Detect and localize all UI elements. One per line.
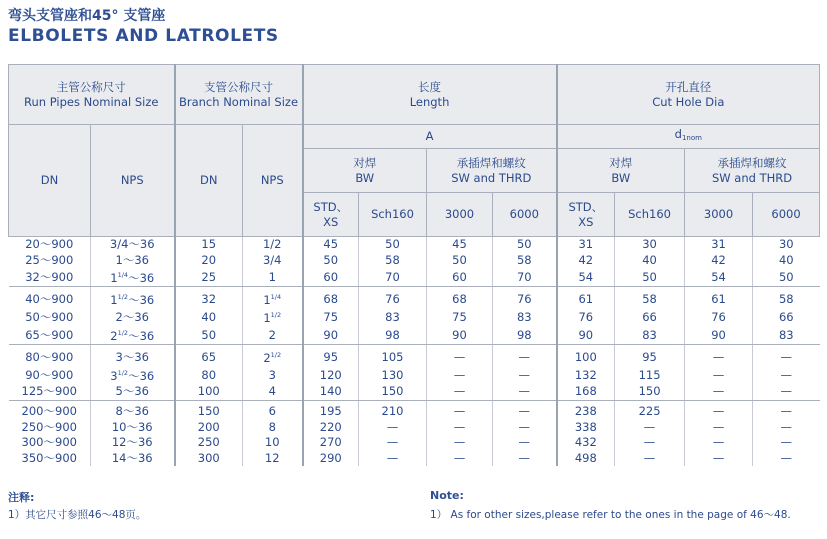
header-bw-hole <box>557 149 685 193</box>
cell-branch-nps <box>243 287 303 309</box>
cell-a-3000: 90 <box>427 326 493 345</box>
cell-run-dn: 250～900 <box>21 419 77 434</box>
cell-d-6000: 50 <box>753 268 820 287</box>
nps-range: ～36 <box>128 271 155 286</box>
page-title-en: ELBOLETS AND LATROLETS <box>8 26 279 46</box>
table-row <box>9 308 820 326</box>
header-bw-length <box>303 149 427 193</box>
bw-en: BW <box>355 170 375 185</box>
cell-d-sch160: 30 <box>615 237 685 253</box>
cell-d-std-xs: 498 <box>557 451 615 467</box>
branch-nps-fraction: 1/2 <box>270 351 282 360</box>
table-row <box>9 400 820 419</box>
std-label: STD、 <box>313 199 349 214</box>
header-a: A <box>303 125 557 149</box>
header-run-pipe <box>9 65 175 125</box>
nps-whole: 1 <box>110 271 118 286</box>
cell-a-sch160: 98 <box>359 326 427 345</box>
cell-a-3000: — <box>427 419 493 435</box>
cell-d-sch160: 66 <box>615 308 685 326</box>
cell-a-std-xs: 290 <box>303 451 359 467</box>
cell-d-std-xs: 90 <box>557 326 615 345</box>
cell-d-6000: 66 <box>753 308 820 326</box>
xs-label: XS <box>323 214 339 229</box>
header-cut-hole <box>557 65 820 125</box>
header-sch160-length: Sch160 <box>359 193 427 237</box>
nps-whole: 2 <box>110 329 118 344</box>
cell-branch-dn: 250 <box>175 435 243 451</box>
cell-run-dn: 350～900 <box>21 450 77 465</box>
cell-a-6000: — <box>493 419 557 435</box>
cell-d-3000: — <box>685 435 753 451</box>
header-nps: NPS <box>91 125 175 237</box>
nps-fraction: 1/2 <box>117 329 129 338</box>
cell-a-3000: 45 <box>427 237 493 253</box>
cell-branch-dn: 200 <box>175 419 243 435</box>
cell-branch-nps: 1/2 <box>243 237 303 253</box>
bw-en: BW <box>611 170 631 185</box>
cell-run-nps: 14～36 <box>91 451 175 467</box>
cell-d-6000: 40 <box>753 253 820 269</box>
cell-branch-nps: 3/4 <box>243 253 303 269</box>
cell-d-sch160: 225 <box>615 400 685 419</box>
xs-label: XS <box>578 214 594 229</box>
cell-d-3000: — <box>685 345 753 367</box>
note-en-title: Note: <box>430 489 464 502</box>
note-en-text: 1） As for other sizes,please refer to the ones in the page of 46～48. <box>430 509 791 521</box>
cell-branch-nps: 10 <box>243 435 303 451</box>
cell-a-std-xs: 270 <box>303 435 359 451</box>
cell-a-3000: — <box>427 384 493 400</box>
nps-whole: 3 <box>110 369 118 384</box>
cell-a-6000: — <box>493 384 557 400</box>
cell-a-3000: — <box>427 400 493 419</box>
cell-run-nps: 1～36 <box>91 253 175 269</box>
cell-a-3000: 50 <box>427 253 493 269</box>
cell-run-nps: 10～36 <box>91 419 175 435</box>
nps-whole: 1 <box>110 293 118 308</box>
cell-a-sch160: 210 <box>359 400 427 419</box>
table-body <box>9 237 820 467</box>
cell-branch-dn: 25 <box>175 268 243 287</box>
header-branch-cn: 支管公称尺寸 <box>204 79 273 94</box>
cell-d-3000: — <box>685 451 753 467</box>
table-row <box>9 345 820 367</box>
cell-d-3000: 76 <box>685 308 753 326</box>
header-length-cn: 长度 <box>418 79 442 94</box>
cell-d-3000: — <box>685 366 753 384</box>
cell-d-3000: 42 <box>685 253 753 269</box>
cell-run-dn: 25～900 <box>25 252 74 267</box>
cell-run-dn: 300～900 <box>21 435 77 450</box>
table-row <box>9 287 820 309</box>
cell-a-6000: — <box>493 451 557 467</box>
cell-d-sch160: 50 <box>615 268 685 287</box>
cell-a-sch160: — <box>359 451 427 467</box>
cell-run-dn: 65～900 <box>9 326 91 345</box>
cell-run-nps <box>91 287 175 309</box>
cell-d-std-xs: 31 <box>557 237 615 253</box>
cell-branch-dn: 40 <box>175 308 243 326</box>
cell-d-std-xs: 338 <box>557 419 615 435</box>
header-sw-length <box>427 149 557 193</box>
header-3000-hole: 3000 <box>685 193 753 237</box>
cell-d-6000: — <box>753 400 820 419</box>
header-d-sub: 1nom <box>681 134 702 142</box>
cell-a-3000: 68 <box>427 287 493 309</box>
cell-a-sch160: 83 <box>359 308 427 326</box>
cell-d-3000: 90 <box>685 326 753 345</box>
header-length-en: Length <box>409 94 450 109</box>
table-row <box>9 451 820 467</box>
cell-a-6000: 83 <box>493 308 557 326</box>
table-row <box>9 268 820 287</box>
cell-d-6000: — <box>753 419 820 435</box>
cell-branch-nps: 12 <box>243 451 303 467</box>
cell-run-dn: 50～900 <box>25 309 74 324</box>
cell-a-6000: — <box>493 366 557 384</box>
page-title-cn: 弯头支管座和45° 支管座 <box>8 8 166 24</box>
cell-d-sch160: — <box>615 419 685 435</box>
table-row <box>9 253 820 269</box>
cell-a-sch160: 130 <box>359 366 427 384</box>
sw-en: SW and THRD <box>451 170 532 185</box>
cell-d-3000: 54 <box>685 268 753 287</box>
cell-run-nps: 12～36 <box>91 435 175 451</box>
branch-nps-whole: 2 <box>263 351 271 366</box>
cell-a-std-xs: 60 <box>303 268 359 287</box>
cell-a-6000: — <box>493 435 557 451</box>
header-d1nom <box>557 125 820 149</box>
branch-nps-fraction: 1/2 <box>270 311 282 320</box>
table-row <box>9 326 820 345</box>
table-row <box>9 419 820 435</box>
cell-d-6000: — <box>753 435 820 451</box>
cell-run-dn: 80～900 <box>25 349 74 364</box>
cell-run-nps: 5～36 <box>91 384 175 400</box>
cell-d-6000: — <box>753 366 820 384</box>
branch-nps-fraction: 1/4 <box>270 293 282 302</box>
nps-range: ～36 <box>128 293 155 308</box>
header-cut-hole-cn: 开孔直径 <box>665 79 712 94</box>
cell-branch-nps: 6 <box>243 400 303 419</box>
sw-cn: 承插焊和螺纹 <box>717 155 787 170</box>
cell-a-sch160: 50 <box>359 237 427 253</box>
cell-branch-dn: 20 <box>175 253 243 269</box>
cell-a-6000: 50 <box>493 237 557 253</box>
cell-d-sch160: — <box>615 451 685 467</box>
header-sw-hole <box>685 149 820 193</box>
cell-a-sch160: 70 <box>359 268 427 287</box>
table-row <box>9 384 820 400</box>
header-run-pipe-en: Run Pipes Nominal Size <box>24 94 159 109</box>
cell-run-nps <box>91 268 175 287</box>
bw-cn: 对焊 <box>353 155 377 170</box>
cell-d-6000: 58 <box>753 287 820 309</box>
cell-a-6000: 58 <box>493 253 557 269</box>
cell-d-sch160: 83 <box>615 326 685 345</box>
cell-d-3000: — <box>685 419 753 435</box>
cell-a-sch160: — <box>359 435 427 451</box>
cell-a-sch160: 105 <box>359 345 427 367</box>
cell-a-6000: 76 <box>493 287 557 309</box>
note-cn-text: 1）其它尺寸参照46～48页。 <box>8 509 147 521</box>
table-row <box>9 366 820 384</box>
cell-branch-nps <box>243 345 303 367</box>
cell-a-std-xs: 220 <box>303 419 359 435</box>
cell-d-3000: 61 <box>685 287 753 309</box>
cell-d-6000: 83 <box>753 326 820 345</box>
cell-d-std-xs: 100 <box>557 345 615 367</box>
cell-d-std-xs: 76 <box>557 308 615 326</box>
cell-a-sch160: 58 <box>359 253 427 269</box>
cell-branch-nps: 4 <box>243 384 303 400</box>
cell-a-std-xs: 68 <box>303 287 359 309</box>
cell-a-6000: — <box>493 345 557 367</box>
cell-branch-nps: 1 <box>243 268 303 287</box>
cell-d-std-xs: 432 <box>557 435 615 451</box>
header-6000-hole: 6000 <box>753 193 820 237</box>
cell-d-6000: — <box>753 345 820 367</box>
bw-cn: 对焊 <box>609 155 633 170</box>
branch-nps-whole: 1 <box>263 311 271 326</box>
cell-run-dn: 32～900 <box>9 268 91 287</box>
header-branch-dn: DN <box>175 125 243 237</box>
cell-d-std-xs: 168 <box>557 384 615 400</box>
cell-run-dn: 200～900 <box>21 404 77 419</box>
cell-run-dn: 40～900 <box>25 291 74 306</box>
header-branch <box>175 65 303 125</box>
cell-branch-dn: 65 <box>175 345 243 367</box>
cell-run-nps: 3/4～36 <box>91 237 175 253</box>
nps-fraction: 1/2 <box>117 293 129 302</box>
cell-a-std-xs: 45 <box>303 237 359 253</box>
cell-branch-nps: 8 <box>243 419 303 435</box>
cell-run-dn: 125～900 <box>9 384 91 400</box>
cell-d-3000: 31 <box>685 237 753 253</box>
cell-run-nps: 8～36 <box>91 400 175 419</box>
nps-fraction: 1/2 <box>117 369 129 378</box>
header-std-xs-length <box>303 193 359 237</box>
cell-d-sch160: — <box>615 435 685 451</box>
cell-d-6000: — <box>753 451 820 467</box>
cell-d-std-xs: 42 <box>557 253 615 269</box>
cell-run-nps: 3～36 <box>91 345 175 367</box>
header-run-pipe-cn: 主管公称尺寸 <box>56 79 126 94</box>
cell-a-6000: — <box>493 400 557 419</box>
header-sch160-hole: Sch160 <box>615 193 685 237</box>
cell-d-sch160: 150 <box>615 384 685 400</box>
cell-d-sch160: 95 <box>615 345 685 367</box>
cell-branch-nps: 3 <box>243 366 303 384</box>
cell-d-6000: — <box>753 384 820 400</box>
sw-cn: 承插焊和螺纹 <box>456 155 526 170</box>
cell-d-sch160: 40 <box>615 253 685 269</box>
cell-a-3000: 75 <box>427 308 493 326</box>
cell-branch-dn: 15 <box>175 237 243 253</box>
header-d-letter: d <box>674 127 682 141</box>
header-cut-hole-en: Cut Hole Dia <box>652 94 725 109</box>
cell-run-nps: 2～36 <box>91 308 175 326</box>
cell-a-std-xs: 195 <box>303 400 359 419</box>
cell-branch-dn: 300 <box>175 451 243 467</box>
cell-run-nps <box>91 366 175 384</box>
cell-d-6000: 30 <box>753 237 820 253</box>
dimension-table <box>8 64 820 466</box>
cell-a-std-xs: 90 <box>303 326 359 345</box>
cell-branch-dn: 32 <box>175 287 243 309</box>
cell-branch-dn: 80 <box>175 366 243 384</box>
cell-branch-dn: 50 <box>175 326 243 345</box>
cell-branch-dn: 100 <box>175 384 243 400</box>
nps-range: ～36 <box>128 369 155 384</box>
cell-a-std-xs: 95 <box>303 345 359 367</box>
cell-a-6000: 98 <box>493 326 557 345</box>
cell-branch-nps <box>243 308 303 326</box>
cell-d-std-xs: 54 <box>557 268 615 287</box>
header-length <box>303 65 557 125</box>
cell-d-std-xs: 61 <box>557 287 615 309</box>
cell-run-dn: 20～900 <box>25 237 74 252</box>
table-row <box>9 435 820 451</box>
cell-a-std-xs: 75 <box>303 308 359 326</box>
note-cn-title: 注释: <box>8 491 35 504</box>
header-6000-length: 6000 <box>493 193 557 237</box>
cell-d-3000: — <box>685 384 753 400</box>
header-dn: DN <box>9 125 91 237</box>
cell-branch-dn: 150 <box>175 400 243 419</box>
cell-d-sch160: 115 <box>615 366 685 384</box>
cell-a-std-xs: 50 <box>303 253 359 269</box>
header-3000-length: 3000 <box>427 193 493 237</box>
cell-branch-nps: 2 <box>243 326 303 345</box>
cell-a-3000: 60 <box>427 268 493 287</box>
cell-a-3000: — <box>427 435 493 451</box>
nps-fraction: 1/4 <box>117 271 129 280</box>
cell-a-3000: — <box>427 345 493 367</box>
std-label: STD、 <box>568 199 604 214</box>
cell-a-std-xs: 140 <box>303 384 359 400</box>
cell-a-sch160: — <box>359 419 427 435</box>
cell-a-std-xs: 120 <box>303 366 359 384</box>
header-branch-nps: NPS <box>243 125 303 237</box>
table-row <box>9 237 820 253</box>
nps-range: ～36 <box>128 329 155 344</box>
header-std-xs-hole <box>557 193 615 237</box>
cell-d-sch160: 58 <box>615 287 685 309</box>
branch-nps-whole: 1 <box>263 293 271 308</box>
cell-a-3000: — <box>427 451 493 467</box>
cell-run-dn: 90～900 <box>25 367 74 382</box>
cell-run-nps <box>91 326 175 345</box>
cell-a-sch160: 150 <box>359 384 427 400</box>
cell-d-std-xs: 132 <box>557 366 615 384</box>
header-branch-en: Branch Nominal Size <box>178 94 299 109</box>
cell-d-std-xs: 238 <box>557 400 615 419</box>
cell-a-3000: — <box>427 366 493 384</box>
cell-a-sch160: 76 <box>359 287 427 309</box>
sw-en: SW and THRD <box>711 170 793 185</box>
cell-a-6000: 70 <box>493 268 557 287</box>
cell-d-3000: — <box>685 400 753 419</box>
